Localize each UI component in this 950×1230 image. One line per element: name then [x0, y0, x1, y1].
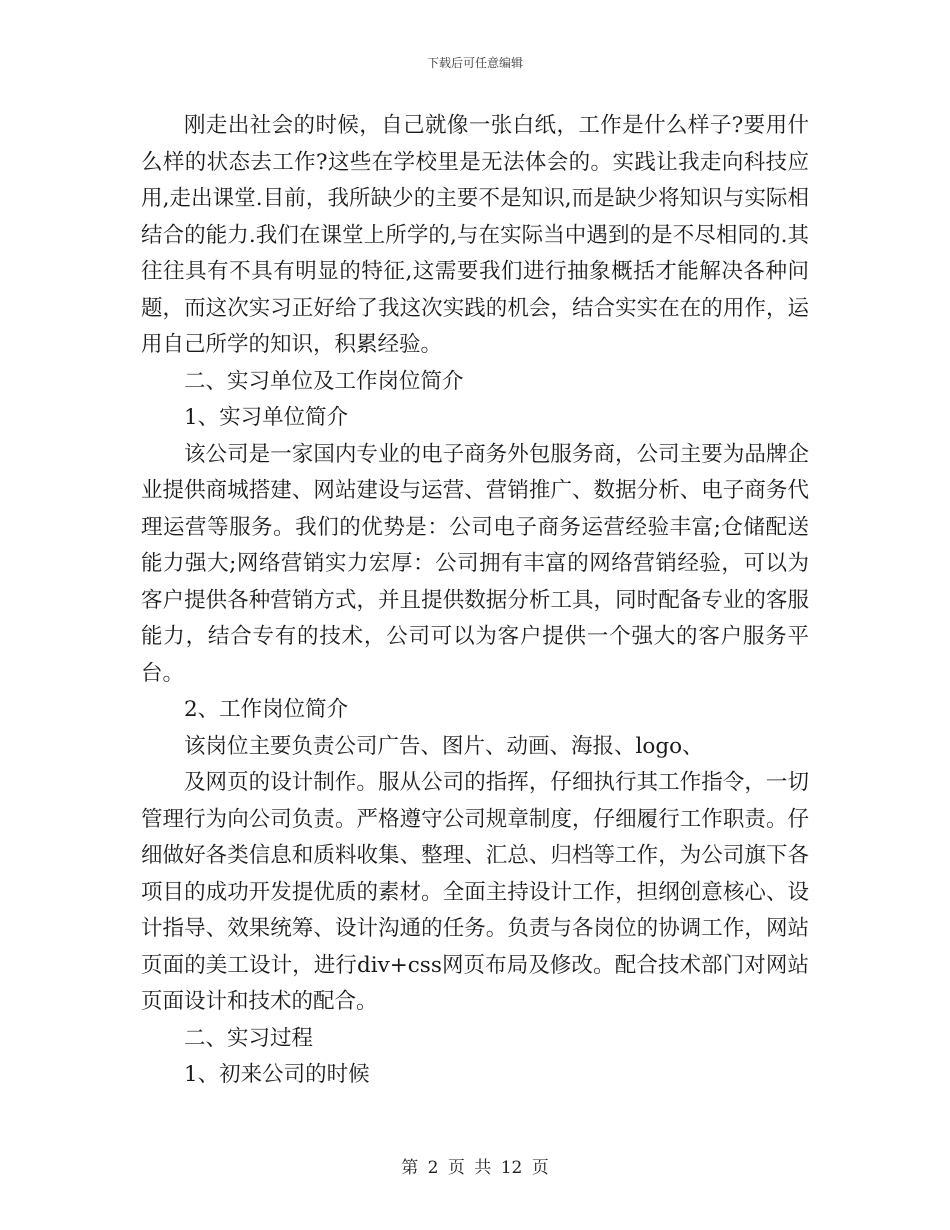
section-heading-unit-and-post: 二、实习单位及工作岗位简介 [184, 368, 464, 394]
document-body [141, 108, 809, 1094]
paragraph-post-duties: 及网页的设计制作。服从公司的指挥，仔细执行其工作指令，一切管理行为向公司负责。严格遵守公司规章制度，仔细履行工作职责。仔细做好各类信息和质料收集、整理、汇总、归档等工作，为公司旗下各项目的成功开发提优质的素材。全面主持设计工作，担纲创意核心、设计指导、效果统筹、设计沟通的任务。负责与各岗位的协调工作，网站页面的美工设计，进行div+css网页布局及修改。配合技术部门对网站页面设计和技术的配合。 [141, 770, 809, 1014]
subheading-arrival: 1、初来公司的时候 [184, 1062, 370, 1087]
page-number: 第 2 页 共 12 页 [401, 1158, 549, 1178]
paragraph-intro: 刚走出社会的时候，自己就像一张白纸，工作是什么样子?要用什么样的状态去工作?这些在学校里是无法体会的。实践让我走向科技应用,走出课堂.目前，我所缺少的主要不是知识,而是缺少将知识与实际相结合的能力.我们在课堂上所学的,与在实际当中遇到的是不尽相同的.其往往具有不具有明显的特征,这需要我们进行抽象概括才能解决各种问题，而这次实习正好给了我这次实践的机会，结合实实在在的用作，运用自己所学的知识，积累经验。 [141, 113, 809, 357]
paragraph-company: 该公司是一家国内专业的电子商务外包服务商，公司主要为品牌企业提供商城搭建、网站建设与运营、营销推广、数据分析、电子商务代理运营等服务。我们的优势是：公司电子商务运营经验丰富;仓储配送能力强大;网络营销实力宏厚：公司拥有丰富的网络营销经验，可以为客户提供各种营销方式，并且提供数据分析工具，同时配备专业的客服能力，结合专有的技术，公司可以为客户提供一个强大的客户服务平台。 [141, 441, 809, 686]
section-heading-process: 二、实习过程 [184, 1025, 314, 1051]
page-header: 下载后可任意编辑 [426, 56, 523, 70]
paragraph-post-line: 该岗位主要负责公司广告、图片、动画、海报、logo、 [184, 733, 704, 759]
subheading-post-intro: 2、工作岗位简介 [184, 697, 349, 722]
subheading-unit-intro: 1、实习单位简介 [184, 405, 349, 430]
